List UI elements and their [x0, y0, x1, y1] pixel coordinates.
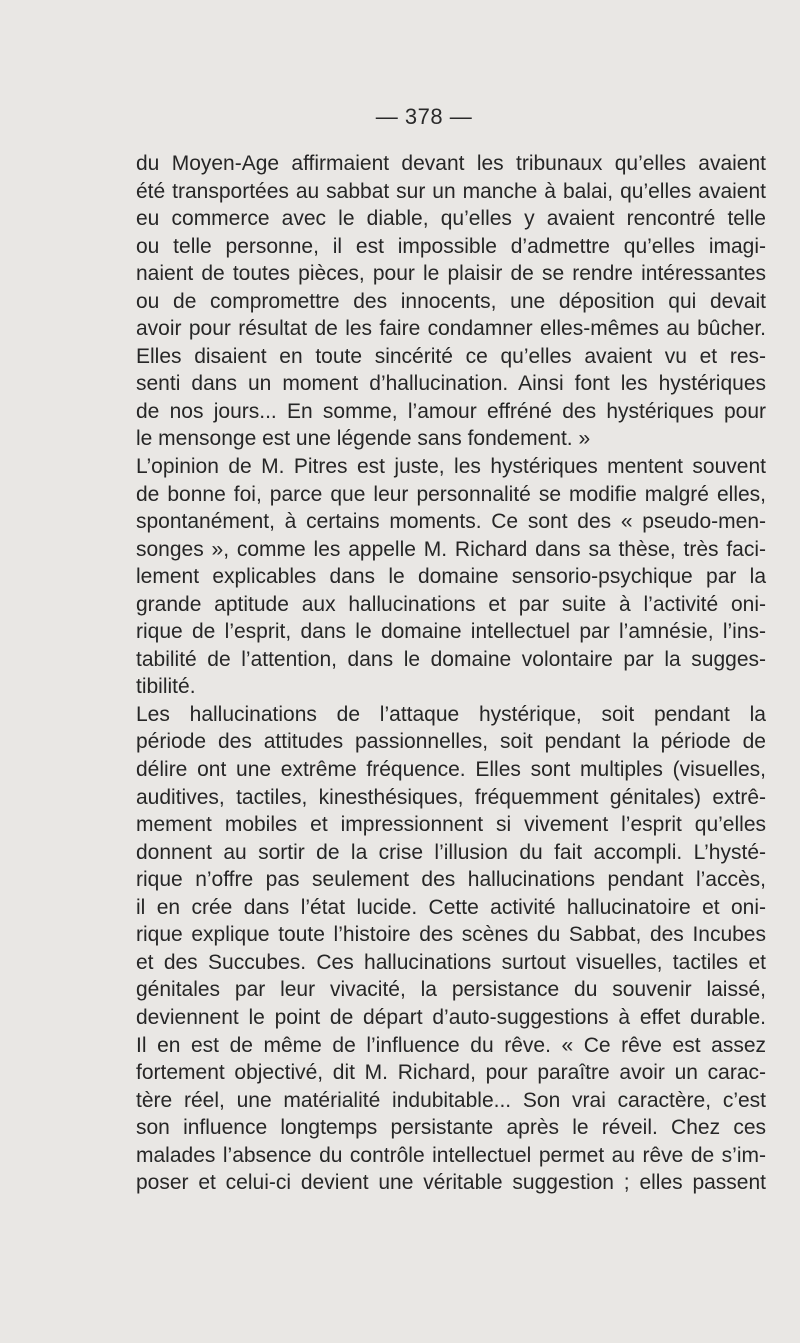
text-line: tabilité de l’attention, dans le domaine volontaire par la sugges- [136, 647, 766, 671]
text-line: rique explique toute l’histoire des scènes du Sabbat, des Incubes [136, 923, 766, 947]
text-line: auditives, tactiles, kinesthésiques, fréquemment génitales) extrê- [136, 785, 766, 809]
text-line: il en crée dans l’état lucide. Cette activité hallucinatoire et oni- [136, 895, 766, 919]
text-line: tère réel, une matérialité indubitable... Son vrai caractère, c’est [136, 1088, 766, 1112]
text-line: naient de toutes pièces, pour le plaisir de se rendre intéressantes [136, 262, 766, 286]
text-line: Les hallucinations de l’attaque hystérique, soit pendant la [136, 702, 766, 726]
text-line: et des Succubes. Ces hallucinations surtout visuelles, tactiles et [136, 950, 766, 974]
text-line: de bonne foi, parce que leur personnalité se modifie malgré elles, [136, 482, 766, 506]
text-line: été transportées au sabbat sur un manche à balai, qu’elles avaient [136, 179, 766, 203]
text-line: ou de compromettre des innocents, une déposition qui devait [136, 289, 766, 313]
text-line: eu commerce avec le diable, qu’elles y avaient rencontré telle [136, 207, 766, 231]
text-line: Il en est de même de l’influence du rêve. « Ce rêve est assez [136, 1033, 766, 1057]
text-line: donnent au sortir de la crise l’illusion du fait accompli. L’hysté- [136, 840, 766, 864]
text-line: lement explicables dans le domaine sensorio-psychique par la [136, 565, 766, 589]
text-line: L’opinion de M. Pitres est juste, les hystériques mentent souvent [136, 455, 766, 479]
page-number: — 378 — [375, 104, 473, 129]
text-line: mement mobiles et impressionnent si vivement l’esprit qu’elles [136, 813, 766, 837]
text-line: malades l’absence du contrôle intellectuel permet au rêve de s’im- [136, 1143, 766, 1167]
text-line: ou telle personne, il est impossible d’admettre qu’elles imagi- [136, 234, 766, 258]
text-line: son influence longtemps persistante après le réveil. Chez ces [136, 1116, 766, 1140]
text-line: deviennent le point de départ d’auto-suggestions à effet durable. [136, 1005, 766, 1029]
text-line: délire ont une extrême fréquence. Elles sont multiples (visuelles, [136, 758, 766, 782]
text-line: avoir pour résultat de les faire condamner elles-mêmes au bûcher. [136, 317, 766, 341]
text-line: fortement objectivé, dit M. Richard, pour paraître avoir un carac- [136, 1061, 766, 1085]
text-line: période des attitudes passionnelles, soit pendant la période de [136, 730, 766, 754]
text-line: le mensonge est une légende sans fondement. » [136, 427, 591, 451]
text-line: poser et celui-ci devient une véritable suggestion ; elles passent [136, 1171, 766, 1195]
text-line: rique de l’esprit, dans le domaine intellectuel par l’amnésie, l’ins- [136, 620, 766, 644]
text-line: grande aptitude aux hallucinations et par suite à l’activité oni- [136, 592, 766, 616]
body-text [136, 150, 766, 1197]
text-line: de nos jours... En somme, l’amour effréné des hystériques pour [136, 399, 766, 423]
text-line: spontanément, à certains moments. Ce sont des « pseudo-men- [136, 510, 766, 534]
text-line: songes », comme les appelle M. Richard dans sa thèse, très faci- [136, 537, 766, 561]
text-line: Elles disaient en toute sincérité ce qu’elles avaient vu et res- [136, 344, 766, 368]
text-line: du Moyen-Age affirmaient devant les tribunaux qu’elles avaient [136, 152, 766, 175]
text-line: senti dans un moment d’hallucination. Ainsi font les hystériques [136, 372, 766, 396]
text-line: rique n’offre pas seulement des hallucinations pendant l’accès, [136, 868, 766, 892]
text-line: génitales par leur vivacité, la persistance du souvenir laissé, [136, 978, 766, 1002]
text-line: tibilité. [136, 675, 196, 699]
